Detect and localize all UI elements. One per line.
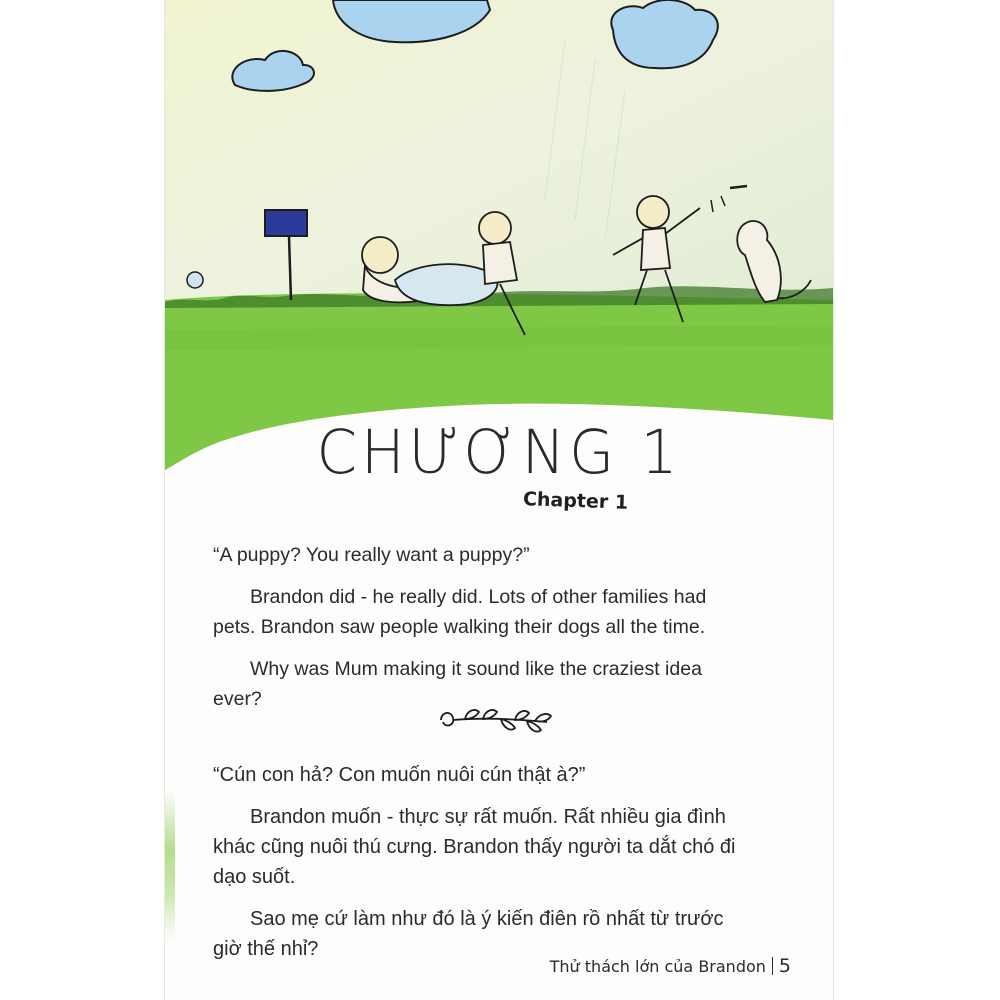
- vietnamese-paragraph: Brandon muốn - thực sự rất muốn. Rất nhiều gia đình khác cũng nuôi thú cưng. Brandon thấy người ta dắt chó đi dạo suốt.: [213, 806, 736, 888]
- grass-stain: [165, 790, 175, 940]
- dog-lying-icon: [395, 264, 498, 305]
- page-number: 5: [778, 955, 791, 977]
- chapter-title: CHƯƠNG 1: [316, 416, 682, 488]
- chapter-subtitle: Chapter 1: [522, 488, 629, 514]
- footer-divider: [772, 957, 773, 975]
- ball-icon: [187, 272, 203, 288]
- running-title: Thử thách lớn của Brandon: [549, 956, 766, 976]
- english-paragraph: Brandon did - he really did. Lots of other families had pets. Brandon saw people walking their dogs all the time.: [213, 586, 707, 638]
- english-paragraph: “A puppy? You really want a puppy?”: [213, 544, 530, 566]
- page-footer: [550, 955, 791, 977]
- book-page: [165, 0, 833, 1000]
- vietnamese-paragraph: Sao mẹ cứ làm như đó là ý kiến điên rồ nhất từ trước giờ thế nhỉ?: [213, 908, 724, 960]
- vietnamese-paragraph: “Cún con hả? Con muốn nuôi cún thật à?”: [213, 764, 586, 786]
- vine-ornament-icon: [435, 700, 557, 742]
- vietnamese-text: [213, 760, 751, 976]
- english-text: [213, 540, 751, 726]
- english-paragraph: Why was Mum making it sound like the craziest idea ever?: [213, 658, 702, 710]
